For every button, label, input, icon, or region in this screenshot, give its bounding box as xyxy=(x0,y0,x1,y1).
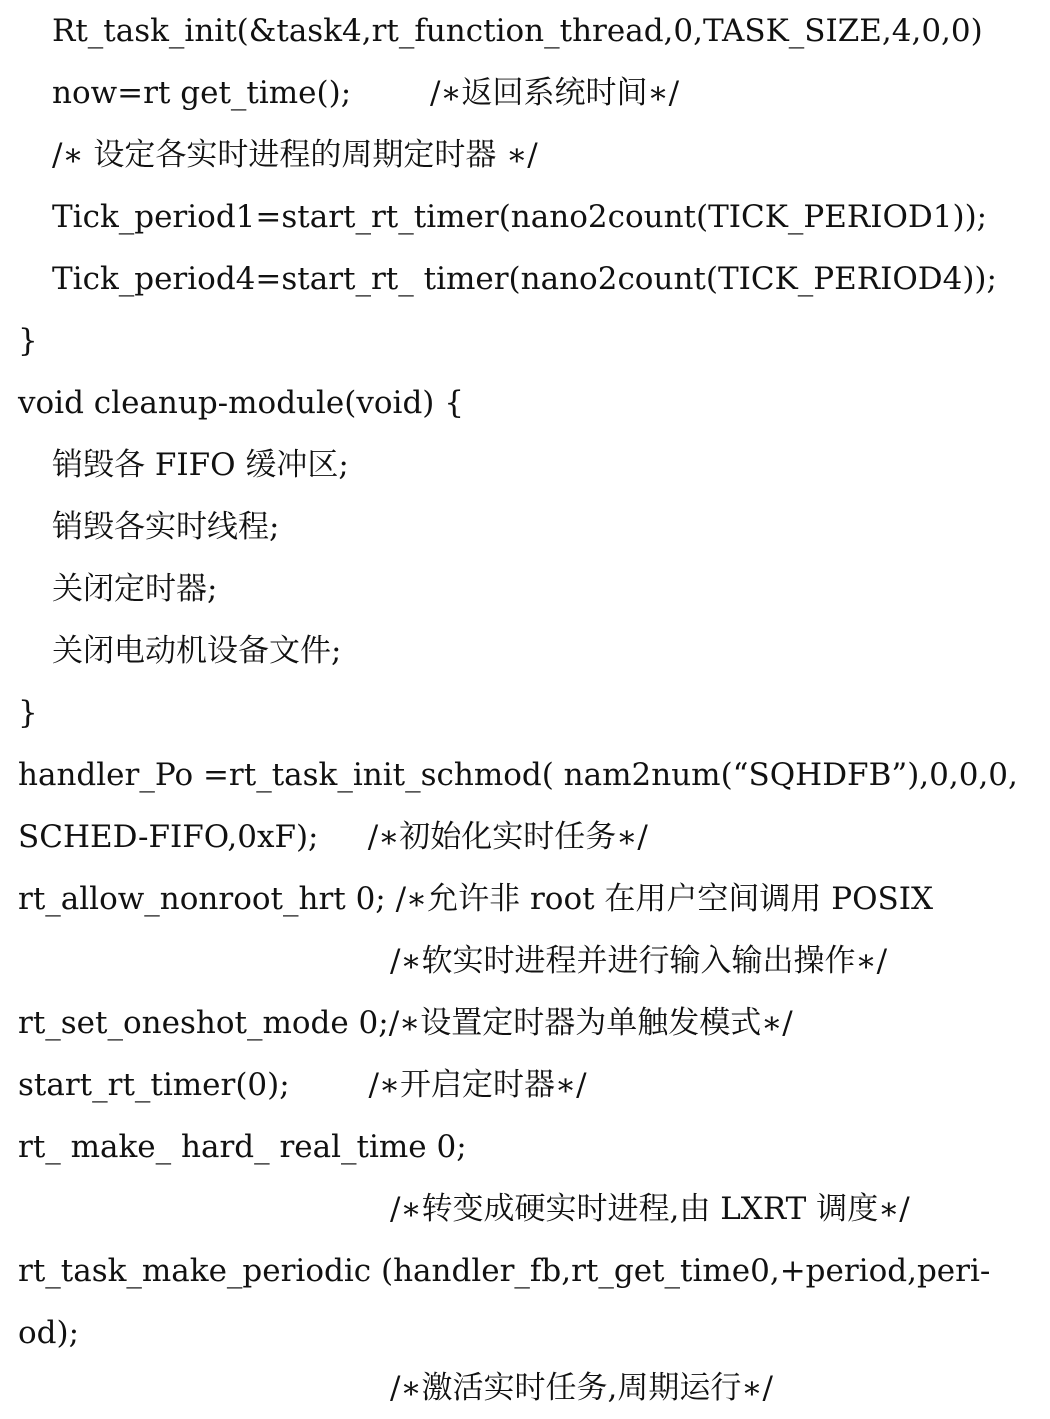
code-line-tick-period4: Tick_period4=start_rt_ timer(nano2count(TICK_PERIOD4)); xyxy=(52,261,997,297)
code-line-destroy-threads: 销毁各实时线程; xyxy=(52,509,280,545)
code-line-cleanup-module: void cleanup-module(void) { xyxy=(18,385,464,421)
code-line-allow-nonroot: rt_allow_nonroot_hrt 0; /∗允许非 root 在用户空间调用 POSIX xyxy=(18,881,934,917)
code-line-start-timer: start_rt_timer(0); /∗开启定时器∗/ xyxy=(18,1067,587,1103)
code-line-destroy-fifo: 销毁各 FIFO 缓冲区; xyxy=(52,447,349,483)
code-line-close-motor-file: 关闭电动机设备文件; xyxy=(52,633,342,669)
code-line-comment-activate: /∗激活实时任务,周期运行∗/ xyxy=(390,1370,773,1406)
code-line-get-time: now=rt get_time(); /∗返回系统时间∗/ xyxy=(52,75,680,111)
code-line-tick-period1: Tick_period1=start_rt_timer(nano2count(TICK_PERIOD1)); xyxy=(52,199,988,235)
code-line-close-brace-2: } xyxy=(18,695,38,731)
code-line-make-periodic: rt_task_make_periodic (handler_fb,rt_get_time0,+period,peri- xyxy=(18,1253,991,1289)
code-line-comment-timers: /∗ 设定各实时进程的周期定时器 ∗/ xyxy=(52,137,538,173)
code-line-sched-fifo: SCHED-FIFO,0xF); /∗初始化实时任务∗/ xyxy=(18,819,648,855)
code-line-task-init: Rt_task_init(&task4,rt_function_thread,0,TASK_SIZE,4,0,0) xyxy=(52,13,983,49)
code-line-close-brace: } xyxy=(18,323,38,359)
code-line-close-timer: 关闭定时器; xyxy=(52,571,218,607)
code-line-handler-init: handler_Po =rt_task_init_schmod( nam2num(“SQHDFB”),0,0,0, xyxy=(18,757,1018,793)
code-line-make-hard-real-time: rt_ make_ hard_ real_time 0; xyxy=(18,1129,467,1165)
code-line-oneshot-mode: rt_set_oneshot_mode 0;/∗设置定时器为单触发模式∗/ xyxy=(18,1005,793,1041)
code-line-make-periodic-cont: od); xyxy=(18,1315,80,1351)
code-line-comment-soft-realtime: /∗软实时进程并进行输入输出操作∗/ xyxy=(390,943,888,979)
code-line-comment-lxrt: /∗转变成硬实时进程,由 LXRT 调度∗/ xyxy=(390,1191,910,1227)
